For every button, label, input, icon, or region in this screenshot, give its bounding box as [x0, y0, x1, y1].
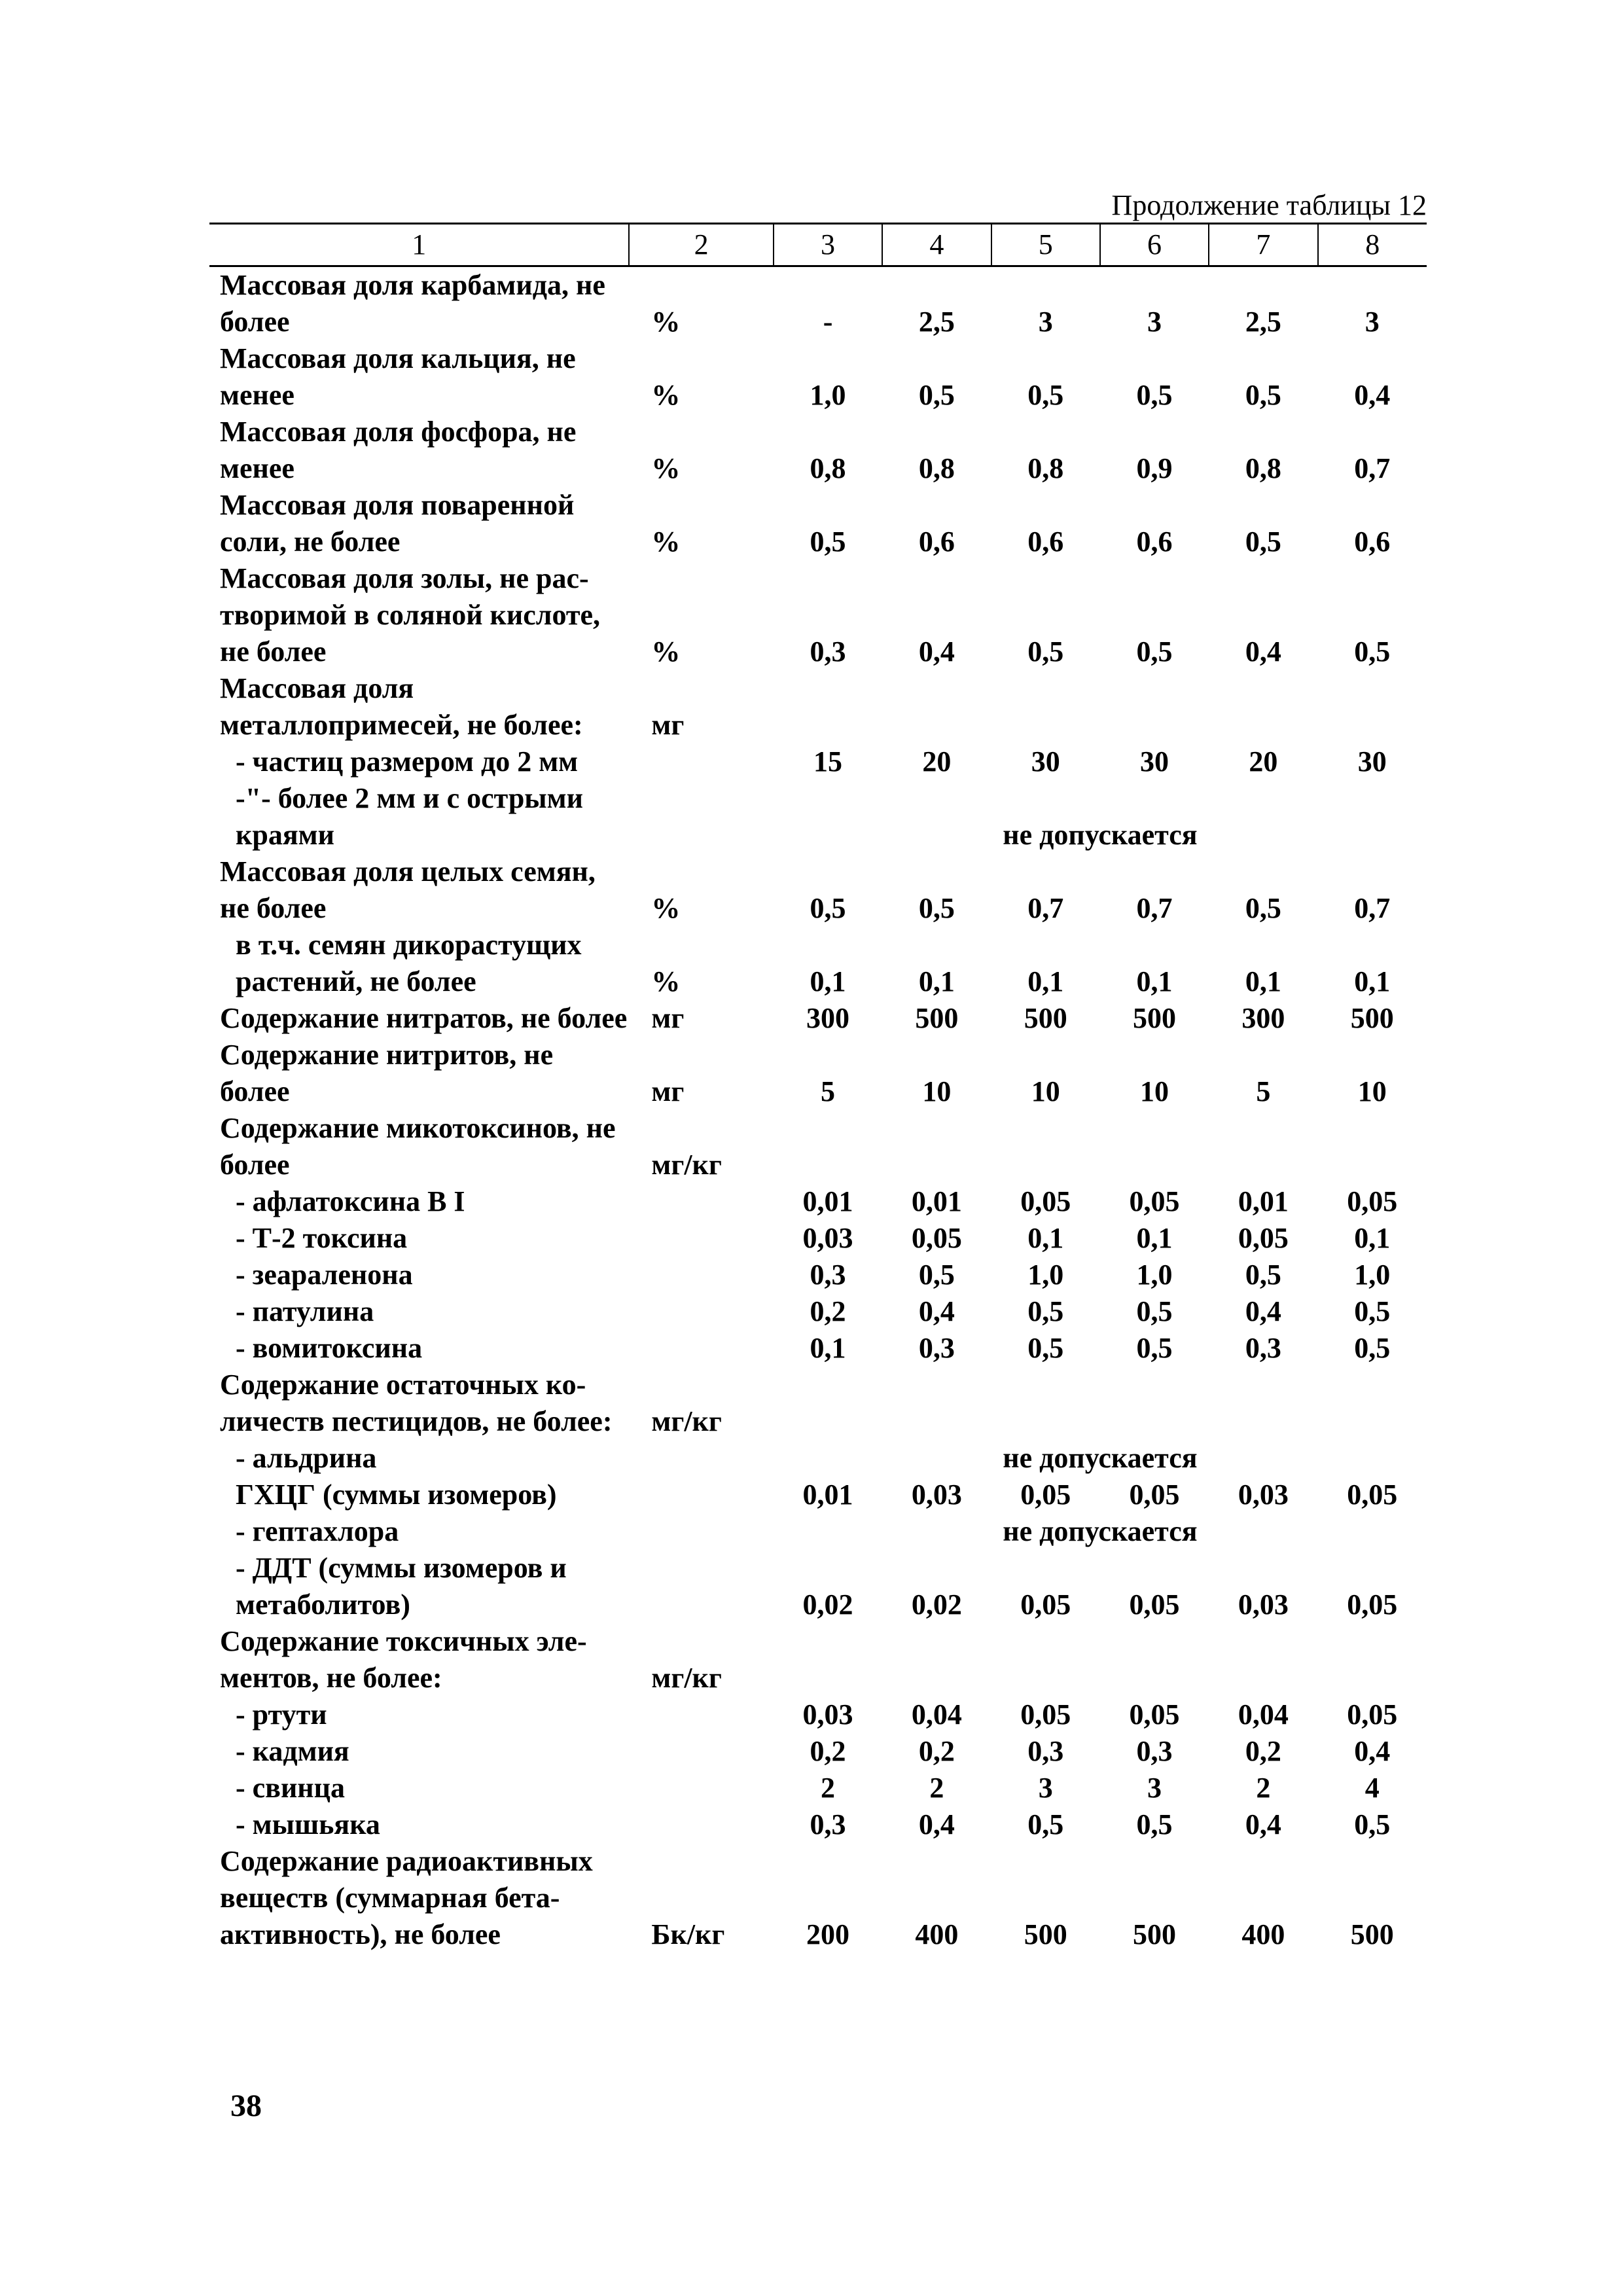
table-caption: Продолжение таблицы 12	[1111, 189, 1427, 221]
header-row	[209, 224, 1427, 266]
row-value-col-6: 0,05	[1129, 1185, 1180, 1217]
row-indicator-name: Массовая доля золы, не рас-творимой в соляной кислоте, не более	[220, 562, 601, 668]
table-row	[209, 1257, 1427, 1293]
row-value-col-5	[991, 1367, 1100, 1440]
row-value-col-7	[1209, 1367, 1317, 1440]
row-value-col-8: 0,7	[1354, 452, 1391, 484]
row-value-col-5: 500	[1024, 1918, 1067, 1950]
row-value-col-6: 0,1	[1136, 1222, 1173, 1254]
row-indicator-name: Содержание радиоактивных веществ (суммарная бета-активность), не более	[220, 1845, 593, 1950]
row-indicator-name: Содержание нитритов, не более	[220, 1039, 554, 1107]
row-value-col-8: 0,05	[1347, 1698, 1398, 1731]
table-row	[209, 1293, 1427, 1330]
row-value-col-4: 0,3	[918, 1332, 955, 1364]
row-value-col-4: 400	[915, 1918, 959, 1950]
row-value-col-3	[774, 1110, 882, 1183]
row-unit	[629, 1183, 773, 1220]
row-value-col-6: 0,7	[1136, 892, 1173, 924]
row-value-col-7: 0,5	[1245, 379, 1281, 411]
row-unit	[629, 1770, 773, 1806]
row-indicator-name: - ртути	[236, 1698, 327, 1731]
row-value-col-7: 0,01	[1238, 1185, 1289, 1217]
table-row	[209, 1110, 1427, 1183]
row-value-col-7: 0,4	[1245, 1808, 1281, 1840]
table-row	[209, 560, 1427, 670]
row-value-col-7	[1209, 1623, 1317, 1696]
row-value-col-6: 0,05	[1129, 1588, 1180, 1621]
column-header: 5	[991, 224, 1100, 266]
row-value-col-4: 0,04	[911, 1698, 962, 1731]
row-value-col-5	[991, 670, 1100, 744]
row-value-col-8	[1318, 1367, 1427, 1440]
row-indicator-name: Массовая доля фосфора, не менее	[220, 416, 577, 484]
row-value-col-7	[1209, 1110, 1317, 1183]
row-value-col-4: 0,01	[911, 1185, 962, 1217]
row-value-col-4: 0,4	[918, 636, 955, 668]
row-note: не допускается	[1003, 1515, 1198, 1547]
table-row	[209, 1513, 1427, 1550]
row-value-col-6: 0,5	[1136, 379, 1173, 411]
column-header: 4	[882, 224, 991, 266]
row-unit	[629, 1293, 773, 1330]
table-row	[209, 670, 1427, 744]
row-value-col-7: 0,03	[1238, 1588, 1289, 1621]
row-value-col-5: 3	[1038, 1772, 1053, 1804]
row-value-col-8	[1318, 1623, 1427, 1696]
row-value-col-6: 0,1	[1136, 965, 1173, 997]
table-row	[209, 1806, 1427, 1843]
row-value-col-6	[1100, 1110, 1209, 1183]
row-unit	[629, 1696, 773, 1733]
column-header: 8	[1318, 224, 1427, 266]
table-row	[209, 414, 1427, 487]
row-value-col-7: 0,5	[1245, 526, 1281, 558]
row-value-col-3	[774, 1623, 882, 1696]
row-unit: мг/кг	[651, 1149, 722, 1181]
row-value-col-7: 0,05	[1238, 1222, 1289, 1254]
row-value-col-7: 0,04	[1238, 1698, 1289, 1731]
row-value-col-3: -	[823, 306, 833, 338]
row-value-col-3: 300	[806, 1002, 850, 1034]
row-value-col-6: 0,5	[1136, 636, 1173, 668]
row-value-col-5: 0,7	[1027, 892, 1064, 924]
row-value-col-3: 0,03	[802, 1222, 853, 1254]
row-value-col-5: 0,1	[1027, 965, 1064, 997]
row-value-col-6: 10	[1140, 1075, 1169, 1107]
table-row	[209, 853, 1427, 927]
table-row	[209, 340, 1427, 414]
row-value-col-6	[1100, 670, 1209, 744]
row-value-col-5: 0,6	[1027, 526, 1064, 558]
row-value-col-8: 0,5	[1354, 1295, 1391, 1327]
table-row	[209, 1770, 1427, 1806]
row-value-col-8: 0,05	[1347, 1479, 1398, 1511]
row-indicator-name: Содержание нитратов, не более	[220, 1002, 628, 1034]
row-value-col-8: 0,5	[1354, 636, 1391, 668]
row-indicator-name: - ДДТ (суммы изомеров и метаболитов)	[236, 1552, 567, 1621]
column-header: 1	[209, 224, 629, 266]
row-value-col-6: 0,5	[1136, 1808, 1173, 1840]
row-value-col-7	[1209, 670, 1317, 744]
row-indicator-name: - гептахлора	[236, 1515, 399, 1547]
row-value-col-8: 500	[1350, 1918, 1394, 1950]
row-value-col-4	[882, 1623, 991, 1696]
row-value-col-6: 3	[1147, 1772, 1162, 1804]
row-indicator-name: Массовая доля металлопримесей, не более:	[220, 672, 583, 741]
row-value-col-7: 400	[1241, 1918, 1285, 1950]
row-unit: мг	[651, 1075, 685, 1107]
row-value-col-5: 0,8	[1027, 452, 1064, 484]
row-indicator-name: - зеараленона	[236, 1259, 413, 1291]
row-value-col-6: 0,05	[1129, 1479, 1180, 1511]
row-indicator-name: Содержание токсичных эле-ментов, не более:	[220, 1625, 587, 1694]
row-value-col-8: 0,05	[1347, 1588, 1398, 1621]
row-value-col-7: 0,4	[1245, 636, 1281, 668]
row-value-col-7: 0,03	[1238, 1479, 1289, 1511]
row-indicator-name: - патулина	[236, 1295, 374, 1327]
row-value-col-6: 0,5	[1136, 1295, 1173, 1327]
row-value-col-5: 0,5	[1027, 1808, 1064, 1840]
row-value-col-3: 15	[813, 745, 843, 778]
page-number: 38	[230, 2089, 262, 2123]
row-value-col-3: 0,02	[802, 1588, 853, 1621]
row-value-col-5: 0,05	[1020, 1479, 1071, 1511]
row-unit: мг	[651, 1002, 685, 1034]
row-value-col-3: 0,1	[810, 1332, 846, 1364]
row-value-col-3: 2	[821, 1772, 836, 1804]
row-unit	[629, 1806, 773, 1843]
row-unit	[629, 744, 773, 780]
row-unit	[629, 780, 773, 853]
row-value-col-7: 0,8	[1245, 452, 1281, 484]
row-value-col-6: 500	[1133, 1918, 1177, 1950]
row-value-col-3: 5	[821, 1075, 836, 1107]
row-unit: Бк/кг	[651, 1918, 725, 1950]
table-row	[209, 1733, 1427, 1770]
row-value-col-3: 0,2	[810, 1735, 846, 1767]
row-value-col-5: 0,05	[1020, 1185, 1071, 1217]
row-value-col-7: 5	[1256, 1075, 1271, 1107]
row-value-col-5: 0,5	[1027, 636, 1064, 668]
row-value-col-5: 0,1	[1027, 1222, 1064, 1254]
row-value-col-8: 0,4	[1354, 379, 1391, 411]
row-value-col-5: 0,05	[1020, 1698, 1071, 1731]
row-indicator-name: - кадмия	[236, 1735, 349, 1767]
row-value-col-5: 0,3	[1027, 1735, 1064, 1767]
row-value-col-6: 0,6	[1136, 526, 1173, 558]
table-row	[209, 780, 1427, 853]
row-unit: %	[651, 892, 681, 924]
row-value-col-4: 2	[929, 1772, 944, 1804]
row-indicator-name: - Т-2 токсина	[236, 1222, 408, 1254]
row-value-col-4: 0,4	[918, 1295, 955, 1327]
row-value-col-4: 0,5	[918, 1259, 955, 1291]
row-unit	[629, 1330, 773, 1367]
row-unit: %	[651, 526, 681, 558]
row-value-col-7: 0,1	[1245, 965, 1281, 997]
row-value-col-5: 500	[1024, 1002, 1067, 1034]
row-indicator-name: - альдрина	[236, 1442, 377, 1474]
table-row	[209, 266, 1427, 341]
row-value-col-3: 0,8	[810, 452, 846, 484]
row-indicator-name: - афлатоксина В I	[236, 1185, 465, 1217]
row-value-col-3	[774, 1367, 882, 1440]
row-value-col-4: 0,8	[918, 452, 955, 484]
column-header: 3	[774, 224, 882, 266]
row-value-col-8: 500	[1350, 1002, 1394, 1034]
row-value-col-4: 0,1	[918, 965, 955, 997]
row-value-col-4: 0,2	[918, 1735, 955, 1767]
table-row	[209, 1000, 1427, 1037]
row-value-col-4: 0,03	[911, 1479, 962, 1511]
row-indicator-name: -"- более 2 мм и с острыми краями	[236, 782, 583, 851]
row-value-col-5	[991, 1623, 1100, 1696]
row-value-col-8: 10	[1357, 1075, 1387, 1107]
row-value-col-4: 0,6	[918, 526, 955, 558]
row-value-col-4: 20	[922, 745, 952, 778]
table-row	[209, 1367, 1427, 1440]
row-indicator-name: - свинца	[236, 1772, 345, 1804]
row-value-col-7: 0,4	[1245, 1295, 1281, 1327]
row-indicator-name: - мышьяка	[236, 1808, 380, 1840]
column-header: 7	[1209, 224, 1317, 266]
row-value-col-8: 0,5	[1354, 1808, 1391, 1840]
row-value-col-8: 0,7	[1354, 892, 1391, 924]
row-value-col-4: 0,5	[918, 379, 955, 411]
row-unit: %	[651, 306, 681, 338]
row-value-col-8: 0,05	[1347, 1185, 1398, 1217]
row-value-col-4: 0,05	[911, 1222, 962, 1254]
row-value-col-8: 3	[1364, 306, 1380, 338]
row-unit	[629, 1550, 773, 1623]
row-value-col-5: 30	[1031, 745, 1060, 778]
row-value-col-4: 2,5	[918, 306, 955, 338]
table-row	[209, 1477, 1427, 1513]
row-value-col-7: 0,5	[1245, 1259, 1281, 1291]
row-value-col-5: 0,5	[1027, 1295, 1064, 1327]
table-row	[209, 1037, 1427, 1110]
row-note: не допускается	[1003, 819, 1198, 851]
row-value-col-6: 0,05	[1129, 1698, 1180, 1731]
row-value-col-5: 3	[1038, 306, 1053, 338]
row-value-col-3: 0,5	[810, 526, 846, 558]
row-value-col-5: 1,0	[1027, 1259, 1064, 1291]
row-value-col-5: 10	[1031, 1075, 1060, 1107]
table-row	[209, 1183, 1427, 1220]
row-value-col-6: 3	[1147, 306, 1162, 338]
row-value-col-8: 0,4	[1354, 1735, 1391, 1767]
row-value-col-3: 200	[806, 1918, 850, 1950]
column-header: 2	[629, 224, 773, 266]
row-value-col-4: 500	[915, 1002, 959, 1034]
table-row	[209, 1696, 1427, 1733]
row-value-col-5	[991, 1110, 1100, 1183]
row-value-col-3	[774, 670, 882, 744]
row-indicator-name: Массовая доля поваренной соли, не более	[220, 489, 575, 558]
table-row	[209, 1220, 1427, 1257]
row-indicator-name: Массовая доля целых семян, не более	[220, 855, 596, 924]
row-indicator-name: в т.ч. семян дикорастущих растений, не более	[236, 929, 582, 997]
row-unit: %	[651, 452, 681, 484]
row-indicator-name: Содержание остаточных ко-личеств пестицидов, не более:	[220, 1369, 613, 1437]
column-header: 6	[1100, 224, 1209, 266]
row-value-col-7: 0,2	[1245, 1735, 1281, 1767]
row-value-col-3: 0,03	[802, 1698, 853, 1731]
row-indicator-name: Содержание микотоксинов, не более	[220, 1112, 616, 1181]
table-row	[209, 1550, 1427, 1623]
row-value-col-8: 1,0	[1354, 1259, 1391, 1291]
row-value-col-6	[1100, 1623, 1209, 1696]
row-value-col-8: 0,1	[1354, 965, 1391, 997]
table-row	[209, 487, 1427, 560]
row-unit	[629, 1733, 773, 1770]
row-value-col-3: 0,01	[802, 1185, 853, 1217]
row-value-col-3: 0,01	[802, 1479, 853, 1511]
row-value-col-3: 0,5	[810, 892, 846, 924]
row-value-col-6: 0,9	[1136, 452, 1173, 484]
table-row	[209, 1623, 1427, 1696]
row-value-col-3: 0,1	[810, 965, 846, 997]
row-value-col-6: 0,3	[1136, 1735, 1173, 1767]
row-value-col-4: 10	[922, 1075, 952, 1107]
row-value-col-4	[882, 1110, 991, 1183]
row-value-col-5: 0,5	[1027, 1332, 1064, 1364]
row-unit	[629, 1477, 773, 1513]
row-value-col-4: 0,4	[918, 1808, 955, 1840]
row-value-col-6: 0,5	[1136, 1332, 1173, 1364]
row-indicator-name: Массовая доля кальция, не менее	[220, 342, 576, 411]
row-value-col-3: 0,3	[810, 636, 846, 668]
row-value-col-8	[1318, 1110, 1427, 1183]
row-value-col-8: 0,1	[1354, 1222, 1391, 1254]
indicators-table	[209, 223, 1427, 1953]
row-unit: мг/кг	[651, 1662, 722, 1694]
row-value-col-3: 0,3	[810, 1259, 846, 1291]
row-unit	[629, 1220, 773, 1257]
row-value-col-5: 0,05	[1020, 1588, 1071, 1621]
row-value-col-8: 0,6	[1354, 526, 1391, 558]
row-value-col-8: 4	[1364, 1772, 1380, 1804]
table-row	[209, 1440, 1427, 1477]
row-value-col-7: 0,5	[1245, 892, 1281, 924]
row-note: не допускается	[1003, 1442, 1198, 1474]
row-indicator-name: Массовая доля карбамида, не более	[220, 269, 605, 338]
row-indicator-name: ГХЦГ (суммы изомеров)	[236, 1479, 557, 1511]
row-unit: мг	[651, 709, 685, 741]
row-value-col-3: 1,0	[810, 379, 846, 411]
row-value-col-6: 30	[1140, 745, 1169, 778]
row-value-col-3: 0,2	[810, 1295, 846, 1327]
row-value-col-7: 2	[1256, 1772, 1271, 1804]
row-value-col-7: 0,3	[1245, 1332, 1281, 1364]
row-value-col-4	[882, 1367, 991, 1440]
row-unit	[629, 1513, 773, 1550]
row-value-col-8: 0,5	[1354, 1332, 1391, 1364]
row-value-col-8	[1318, 670, 1427, 744]
table-body	[209, 266, 1427, 1954]
row-value-col-7: 20	[1249, 745, 1278, 778]
row-unit	[629, 1440, 773, 1477]
table-row	[209, 927, 1427, 1000]
row-value-col-4: 0,5	[918, 892, 955, 924]
row-value-col-3: 0,3	[810, 1808, 846, 1840]
row-indicator-name: - частиц размером до 2 мм	[236, 745, 579, 778]
row-unit: %	[651, 965, 681, 997]
row-unit: %	[651, 636, 681, 668]
table-row	[209, 744, 1427, 780]
row-value-col-6: 500	[1133, 1002, 1177, 1034]
row-value-col-4	[882, 670, 991, 744]
table-row	[209, 1843, 1427, 1953]
row-indicator-name: - вомитоксина	[236, 1332, 423, 1364]
row-value-col-6	[1100, 1367, 1209, 1440]
row-unit: %	[651, 379, 681, 411]
row-value-col-4: 0,02	[911, 1588, 962, 1621]
row-value-col-7: 300	[1241, 1002, 1285, 1034]
row-value-col-6: 1,0	[1136, 1259, 1173, 1291]
table-row	[209, 1330, 1427, 1367]
row-value-col-5: 0,5	[1027, 379, 1064, 411]
row-unit: мг/кг	[651, 1405, 722, 1437]
row-unit	[629, 1257, 773, 1293]
row-value-col-8: 30	[1357, 745, 1387, 778]
row-value-col-7: 2,5	[1245, 306, 1281, 338]
